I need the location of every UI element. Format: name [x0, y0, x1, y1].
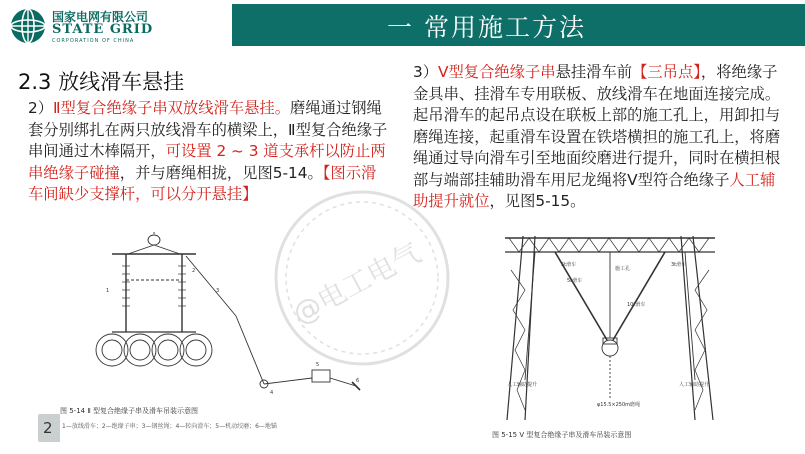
right-highlight-2: 【三吊点】 — [632, 63, 701, 81]
svg-text:3: 3 — [216, 288, 220, 294]
svg-text:5: 5 — [316, 362, 320, 368]
left-paragraph — [28, 98, 390, 206]
fig-label-pulley-1: 5t滑车 — [561, 262, 577, 268]
left-text-prefix: 2） — [28, 99, 54, 117]
fig-label-pulley-3: 3t滑车 — [671, 262, 687, 268]
slide-title: 一 常用施工方法 — [387, 13, 586, 42]
right-text-tail: ，见图5-15。 — [489, 192, 586, 210]
left-text-tail: ，并与磨绳相拢，见图5-14。 — [119, 163, 323, 182]
watermark-text: @电工电气 — [287, 235, 427, 331]
page-number-tab — [38, 414, 60, 442]
state-grid-logo — [8, 6, 208, 46]
figure-5-14-diagram — [66, 232, 366, 402]
left-highlight-1: Ⅱ型复合绝缘子串双放线滑车悬挂。 — [53, 99, 291, 117]
slide-header — [0, 0, 805, 50]
right-text-body-2: ，将绝缘子金具串、挂滑车专用联板、放线滑车在地面连接完成。起吊滑车的起吊点设在联板上部的施工孔上，用卸扣与磨绳连接，起重滑车设置在铁塔横担的施工孔上，将磨绳通过导向滑车引至地面绞磨进行提升，同时在横担根部与端部挂辅助滑车用尼龙绳将Ⅴ型符合绝缘子 — [413, 63, 781, 189]
fig-label-manual-left: 人工辅助提升 — [507, 382, 538, 388]
figure-5-15-diagram — [495, 230, 725, 420]
svg-text:1: 1 — [106, 288, 110, 294]
title-bar — [232, 4, 805, 46]
section-title: 2.3 放线滑车悬挂 — [18, 70, 185, 94]
fig-label-pulley-4: 10t滑车 — [627, 302, 646, 308]
left-text-body: 磨绳通过钢绳套分别绑扎在两只放线滑车的横梁上，Ⅱ型复合绝缘子串间通过木棒隔开， — [28, 99, 388, 160]
figure-5-14-caption: 图 5-14 Ⅱ 型复合绝缘子串及滑车吊装示意图 — [60, 407, 199, 415]
svg-text:2: 2 — [192, 268, 196, 274]
left-highlight-3: 【图示滑车间缺少支撑杆，可以分开悬挂】 — [28, 163, 377, 203]
right-paragraph — [413, 62, 788, 213]
figure-5-15-caption: 图 5-15 Ⅴ 型复合绝缘子串及滑车吊装示意图 — [492, 431, 632, 439]
right-text-prefix: 3） — [413, 63, 439, 81]
figure-5-14-legend: 1—放线滑车；2—绝缘子串；3—钢丝绳；4—转向滑车；5—机动绞磨；6—地锚 — [62, 423, 277, 430]
svg-text:4: 4 — [270, 390, 274, 396]
fig-label-manual-right: 人工辅助提升 — [679, 382, 710, 388]
logo-english-name: STATE GRID — [52, 22, 154, 37]
right-highlight-1: Ⅴ型复合绝缘子串 — [438, 63, 556, 81]
svg-text:6: 6 — [356, 378, 360, 384]
state-grid-globe-icon — [8, 6, 48, 46]
right-highlight-3: 人工辅助提升就位 — [413, 170, 776, 210]
right-text-body-1: 悬挂滑车前 — [555, 63, 633, 81]
page-number: 2 — [43, 419, 53, 437]
logo-subtitle: CORPORATION OF CHINA — [52, 38, 135, 44]
left-highlight-2: 可设置 2 ~ 3 道支承杆以防止两串绝缘子碰撞 — [28, 142, 386, 182]
fig-label-rope: φ15.5×250m磨绳 — [597, 402, 641, 408]
logo-company-name: 国家电网有限公司 — [52, 10, 149, 24]
fig-label-hole: 施工孔 — [615, 266, 631, 272]
fig-label-pulley-2: 5t滑车 — [567, 278, 583, 284]
